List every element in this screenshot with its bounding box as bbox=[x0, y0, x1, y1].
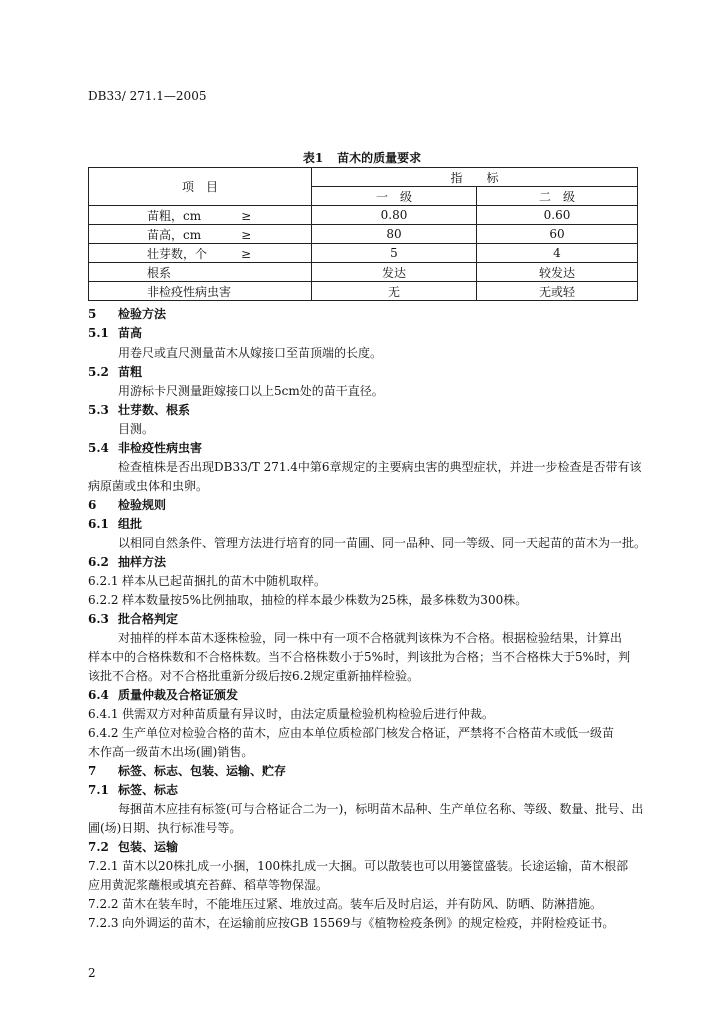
grade2-value: 0.60 bbox=[477, 206, 638, 225]
section-heading: 7.1 标签、标志 bbox=[88, 783, 179, 797]
section-heading: 6.1 组批 bbox=[88, 517, 143, 531]
paragraph: 用卷尺或直尺测量苗木从嫁接口至苗顶端的长度。 bbox=[118, 346, 383, 360]
section-heading: 5.4 非检疫性病虫害 bbox=[88, 441, 203, 455]
col-index-header: 指 标 bbox=[312, 168, 638, 187]
row-operator: ≥ bbox=[241, 208, 252, 223]
paragraph: 以相同自然条件、管理方法进行培育的同一苗圃、同一品种、同一等级、同一天起苗的苗木为一批。 bbox=[118, 536, 647, 550]
table-row bbox=[89, 206, 638, 225]
grade2-value: 较发达 bbox=[477, 263, 638, 282]
section-heading: 6.4 质量仲裁及合格证颁发 bbox=[88, 688, 239, 702]
row-operator: ≥ bbox=[241, 227, 252, 242]
paragraph: 应用黄泥浆蘸根或填充苔藓、稻草等物保湿。 bbox=[88, 878, 329, 892]
grade1-value: 5 bbox=[312, 244, 477, 263]
paragraph: 检查植株是否出现DB33/T 271.4中第6章规定的主要病虫害的典型症状，并进一步检查是否带有该 bbox=[118, 460, 642, 474]
section-heading: 7 标签、标志、包装、运输、贮存 bbox=[88, 764, 287, 778]
row-name: 非检疫性病虫害 bbox=[147, 284, 232, 299]
row-name-cell bbox=[89, 244, 312, 263]
paragraph: 病原菌或虫体和虫卵。 bbox=[88, 479, 209, 493]
row-operator: ≥ bbox=[241, 246, 252, 261]
paragraph: 该批不合格。对不合格批重新分级后按6.2规定重新抽样检验。 bbox=[88, 669, 420, 683]
paragraph: 每捆苗木应挂有标签(可与合格证合二为一)，标明苗木品种、生产单位名称、等级、数量、批号、出 bbox=[118, 802, 644, 816]
paragraph: 7.2.3 向外调运的苗木，在运输前应按GB 15569与《植物检疫条例》的规定检疫，并附检疫证书。 bbox=[88, 916, 615, 930]
table-caption-title: 苗木的质量要求 bbox=[337, 151, 422, 165]
paragraph: 样本中的合格株数和不合格株数。当不合格株数小于5%时，判该批为合格；当不合格株大于5%时，判 bbox=[88, 650, 631, 664]
paragraph: 用游标卡尺测量距嫁接口以上5cm处的苗干直径。 bbox=[118, 384, 384, 398]
grade2-value: 无或轻 bbox=[477, 282, 638, 301]
quality-table bbox=[88, 167, 638, 301]
paragraph: 目测。 bbox=[118, 422, 155, 436]
grade2-value: 60 bbox=[477, 225, 638, 244]
grade2-value: 4 bbox=[477, 244, 638, 263]
table-row bbox=[89, 263, 638, 282]
col-item-header: 项 目 bbox=[89, 168, 312, 206]
section-heading: 5.1 苗高 bbox=[88, 326, 143, 340]
row-name-cell bbox=[89, 263, 312, 282]
grade1-value: 80 bbox=[312, 225, 477, 244]
paragraph: 圃(场)日期、执行标准号等。 bbox=[88, 821, 242, 835]
table-caption-number: 表1 bbox=[302, 151, 324, 165]
paragraph: 6.2.2 样本数量按5%比例抽取，抽检的样本最少株数为25株，最多株数为300株。 bbox=[88, 593, 528, 607]
row-name-cell bbox=[89, 225, 312, 244]
grade1-value: 0.80 bbox=[312, 206, 477, 225]
section-heading: 6.3 批合格判定 bbox=[88, 612, 179, 626]
col-grade2-header: 二 级 bbox=[477, 187, 638, 206]
paragraph: 7.2.1 苗木以20株扎成一小捆，100株扎成一大捆。可以散装也可以用篓筐盛装。长途运输，苗木根部 bbox=[88, 859, 629, 873]
section-heading: 5 检验方法 bbox=[88, 307, 167, 321]
section-heading: 5.3 壮芽数、根系 bbox=[88, 403, 191, 417]
paragraph: 木作高一级苗木出场(圃)销售。 bbox=[88, 745, 254, 759]
section-heading: 7.2 包装、运输 bbox=[88, 840, 179, 854]
col-grade1-header: 一 级 bbox=[312, 187, 477, 206]
page-number: 2 bbox=[88, 966, 96, 980]
table-row bbox=[89, 225, 638, 244]
row-name-cell bbox=[89, 206, 312, 225]
table-row bbox=[89, 244, 638, 263]
table-row bbox=[89, 282, 638, 301]
section-heading: 6.2 抽样方法 bbox=[88, 555, 167, 569]
table-caption bbox=[0, 149, 724, 166]
row-name-cell bbox=[89, 282, 312, 301]
row-name: 根系 bbox=[147, 265, 172, 280]
row-name: 壮芽数，个 bbox=[147, 246, 208, 261]
standard-header: DB33/ 271.1—2005 bbox=[88, 89, 207, 103]
paragraph: 6.4.1 供需双方对种苗质量有异议时，由法定质量检验机构检验后进行仲裁。 bbox=[88, 707, 495, 721]
grade1-value: 发达 bbox=[312, 263, 477, 282]
grade1-value: 无 bbox=[312, 282, 477, 301]
section-heading: 5.2 苗粗 bbox=[88, 365, 143, 379]
section-heading: 6 检验规则 bbox=[88, 498, 167, 512]
row-name: 苗高，cm bbox=[147, 227, 202, 242]
paragraph: 7.2.2 苗木在装车时，不能堆压过紧、堆放过高。装车后及时启运，并有防风、防晒、防淋措施。 bbox=[88, 897, 603, 911]
paragraph: 对抽样的样本苗木逐株检验，同一株中有一项不合格就判该株为不合格。根据检验结果，计算出 bbox=[118, 631, 623, 645]
paragraph: 6.2.1 样本从已起苗捆扎的苗木中随机取样。 bbox=[88, 574, 327, 588]
paragraph: 6.4.2 生产单位对检验合格的苗木，应由本单位质检部门核发合格证，严禁将不合格苗木或低一级苗 bbox=[88, 726, 615, 740]
row-name: 苗粗，cm bbox=[147, 208, 202, 223]
